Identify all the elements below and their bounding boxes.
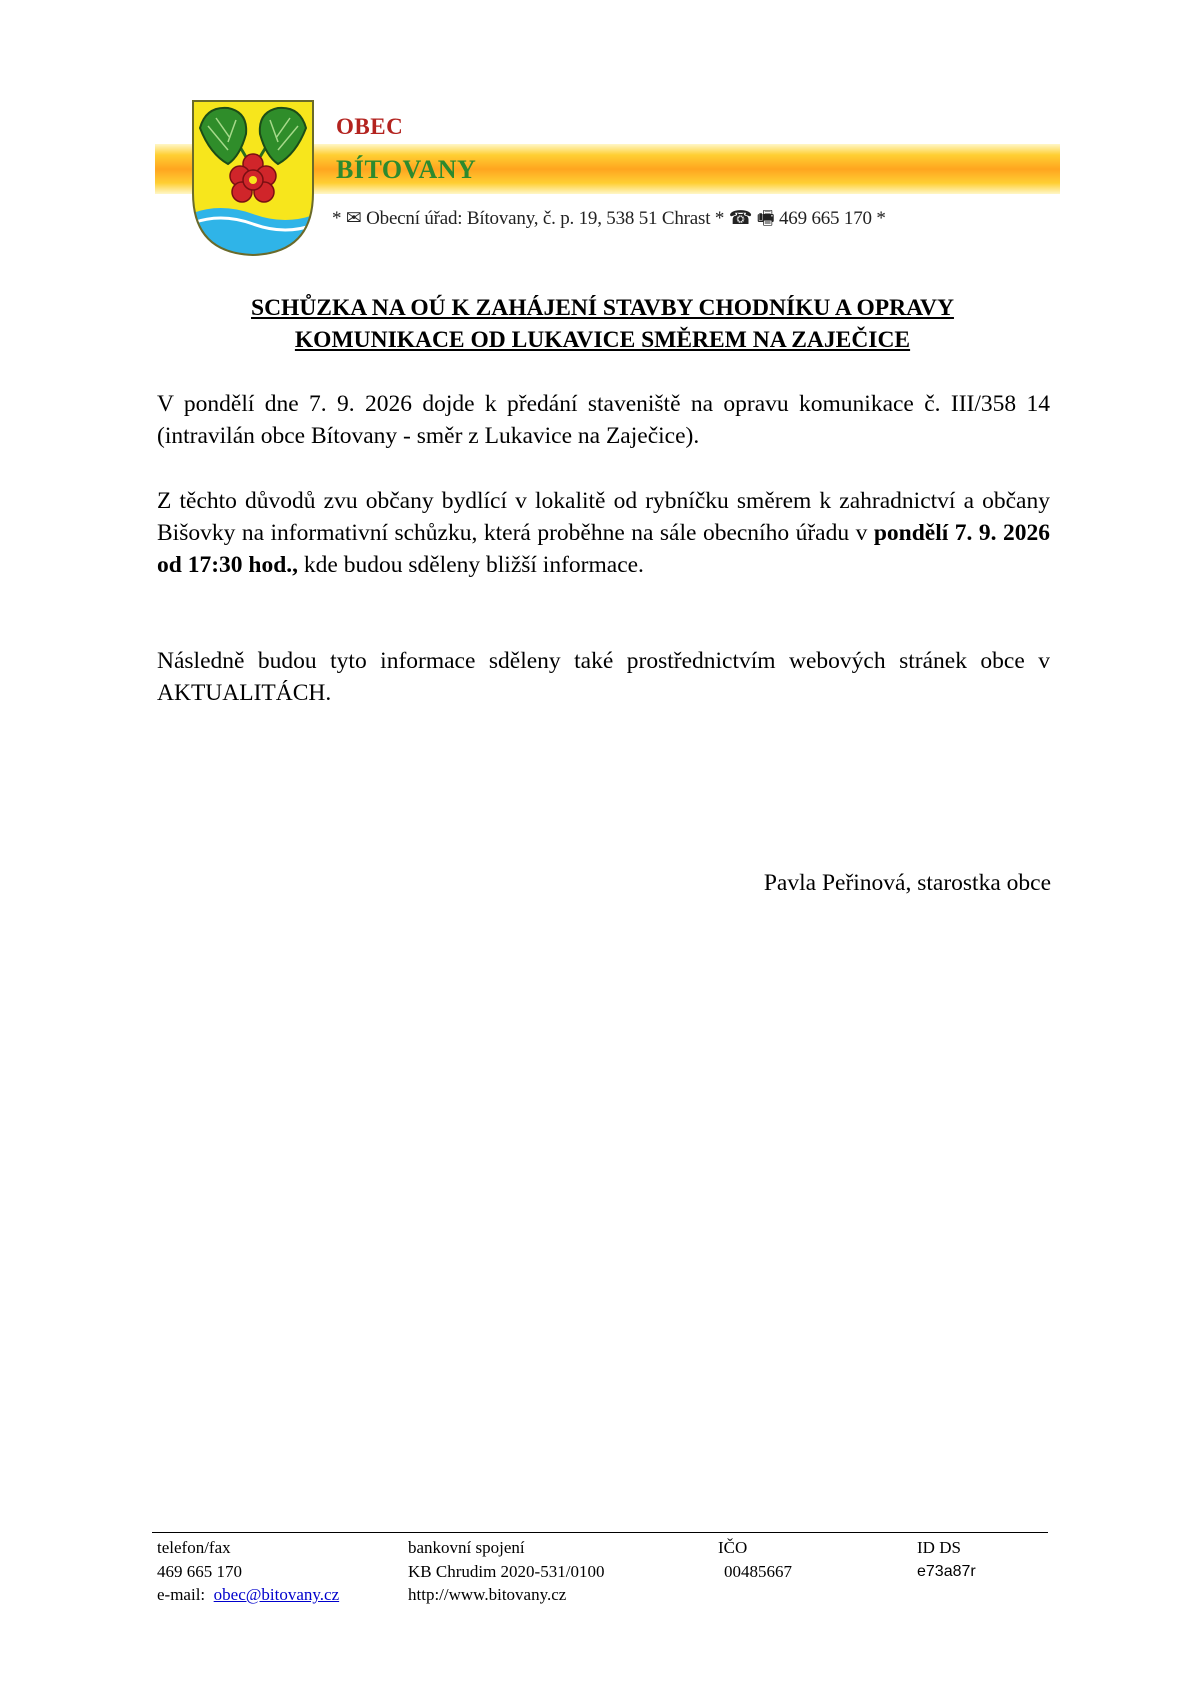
- letterhead-address: * ✉ Obecní úřad: Bítovany, č. p. 19, 538 51 Chrast * ☎ 🖷 469 665 170 *: [332, 208, 886, 229]
- invitation-text-end: kde budou sděleny bližší informace.: [298, 552, 644, 578]
- municipality-label: OBEC: [336, 114, 404, 139]
- email-row: [157, 1583, 339, 1607]
- bank-account: KB Chrudim 2020-531/0100: [408, 1561, 605, 1581]
- paragraph-invitation: [157, 485, 1050, 581]
- footer-ds: [917, 1536, 976, 1583]
- document-title: [155, 292, 1050, 356]
- footer-contact: [157, 1536, 339, 1607]
- paragraph-announcement: V pondělí dne 7. 9. 2026 dojde k předání staveniště na opravu komunikace č. III/358 14 (intravilán obce Bítovany - směr z Lukavice na Zaječice).: [157, 391, 1050, 449]
- email-label: e-mail:: [157, 1585, 206, 1604]
- footer-divider: [152, 1532, 1048, 1533]
- paragraph-followup: Následně budou tyto informace sděleny také prostřednictvím webových stránek obce v AKTUALITÁCH.: [157, 648, 1050, 706]
- title-line-1: SCHŮZKA NA OÚ K ZAHÁJENÍ STAVBY CHODNÍKU A OPRAVY: [251, 295, 954, 321]
- email-link[interactable]: obec@bitovany.cz: [213, 1585, 340, 1604]
- ds-value: e73a87r: [917, 1562, 976, 1580]
- invitation-text: Z těchto důvodů zvu občany bydlící v lokalitě od rybníčku směrem k zahradnictví a občany Bišovky na informativní schůzku, která proběhne na sále obecního úřadu v: [157, 488, 1050, 546]
- phone-number: 469 665 170: [157, 1561, 242, 1581]
- ds-label: ID DS: [917, 1538, 961, 1557]
- footer-bank: [408, 1536, 604, 1607]
- footer-ico: [718, 1536, 792, 1583]
- municipality-name: BÍTOVANY: [336, 155, 477, 184]
- ico-label: IČO: [718, 1538, 748, 1557]
- coat-of-arms-icon: [190, 98, 316, 258]
- bank-label: bankovní spojení: [408, 1538, 525, 1557]
- ico-value: 00485667: [724, 1561, 792, 1581]
- website-link[interactable]: http://www.bitovany.cz: [408, 1585, 567, 1604]
- meeting-datetime: pondělí 7. 9. 2026 od 17:30 hod.,: [157, 520, 1051, 578]
- signature: Pavla Peřinová, starostka obce: [763, 870, 1051, 896]
- title-line-2: KOMUNIKACE OD LUKAVICE SMĚREM NA ZAJEČICE: [294, 327, 911, 353]
- letterhead: [155, 98, 1060, 258]
- phone-label: telefon/fax: [157, 1538, 231, 1557]
